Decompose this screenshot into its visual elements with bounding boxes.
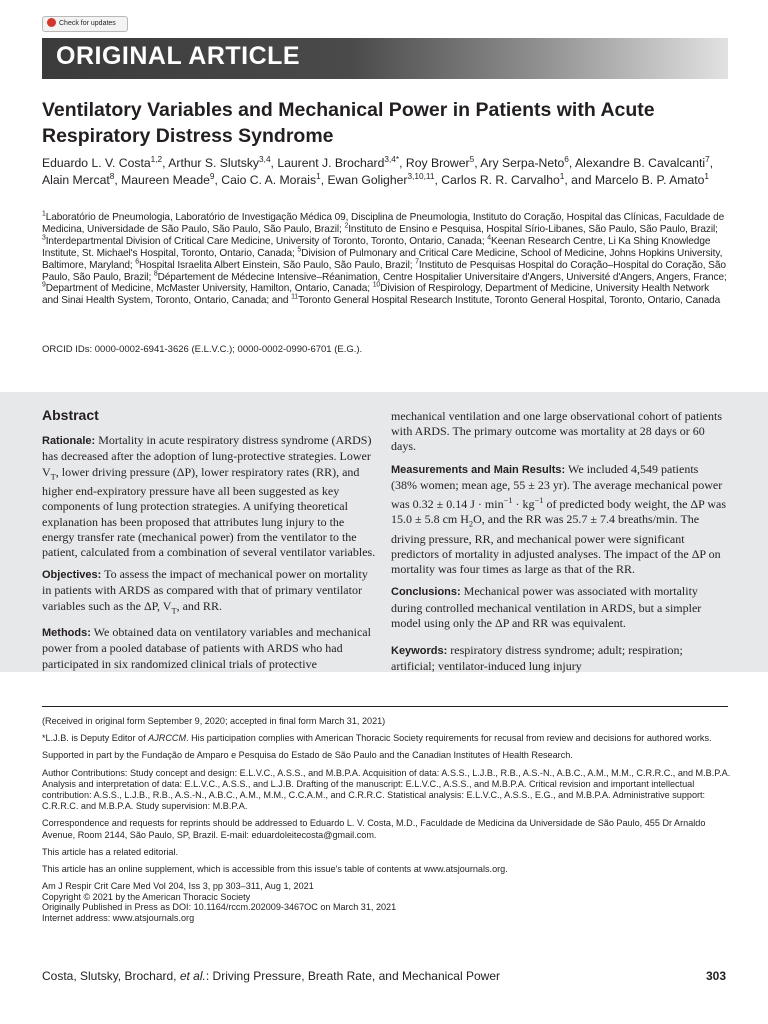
author-affiliation-marker: 5 — [469, 153, 475, 164]
conclusions-paragraph — [391, 584, 727, 631]
affiliation-number: 4 — [487, 234, 491, 242]
author-affiliation-marker: 1 — [559, 170, 565, 181]
received-note: (Received in original form September 9, 2020; accepted in final form March 31, 2021) — [42, 716, 386, 726]
methods-text: We obtained data on ventilatory variables and mechanical power from a pooled database of patients with ARDS who had participated in six randomized clinical trials of protective — [42, 625, 371, 671]
rationale-label: Rationale: — [42, 435, 96, 448]
article-type-banner — [42, 38, 728, 79]
objectives-text: To assess the impact of mechanical power on mortality in patients with ARDS as compared with that of primary ventilator variables such as the ΔP, V — [42, 567, 368, 613]
author-name: Ary Serpa-Neto — [480, 156, 565, 170]
affiliation-text: Département de Médecine Intensive–Réanimation, Centre Hospitalier Universitaire d'Angers, Université d'Angers, Angers, France; — [157, 271, 727, 283]
conclusions-label: Conclusions: — [391, 586, 461, 599]
author-name: Caio C. A. Morais — [221, 173, 317, 187]
rationale-text-cont: , lower driving pressure (ΔP), lower respiratory rates (RR), and higher end-expiratory pressure have all been suggested as key components of lung protection strategies. A unifying theoretical explanation has been proposed that attributes lung injury to the energy transfer rate (mechanical power) from the ventilator to the patient, calculated from a combination of several ventilator variables. — [42, 464, 376, 560]
author-name: Eduardo L. V. Costa — [42, 156, 151, 170]
author-name: Laurent J. Brochard — [277, 156, 385, 170]
author-name: Carlos R. R. Carvalho — [441, 173, 560, 187]
rationale-text: Mortality in acute respiratory distress syndrome (ARDS) has decreased after the adoption of lung-protective strategies. Lower V — [42, 433, 372, 479]
keywords-label: Keywords: — [391, 645, 448, 658]
author-separator: , — [568, 156, 576, 170]
affiliation-number: 7 — [415, 258, 419, 266]
results-paragraph — [391, 462, 727, 578]
affiliation-text: Division of Pulmonary and Critical Care Medicine, School of Medicine, Johns Hopkins University, Baltimore, Maryland; — [42, 247, 723, 271]
keywords-paragraph — [391, 643, 727, 674]
check-for-updates-icon — [47, 18, 56, 27]
author-list — [42, 155, 732, 189]
author-affiliation-marker: 9 — [209, 170, 215, 181]
affiliation-text: Division of Respirology, Department of Medicine, University Health Network and Sinai Health System, Toronto, Ontario, Canada; and — [42, 283, 710, 307]
author-separator: , — [114, 173, 122, 187]
vt-subscript: T — [171, 606, 177, 616]
deputy-editor-note — [42, 733, 732, 744]
author-separator: , — [214, 173, 222, 187]
support-note: Supported in part by the Fundação de Amparo e Pesquisa do Estado de São Paulo and the Canadian Institutes of Health Research. — [42, 750, 573, 761]
running-footer-title: : Driving Pressure, Breath Rate, and Mechanical Power — [205, 969, 500, 983]
h2o-subscript: 2 — [468, 519, 474, 529]
author-separator: , — [399, 156, 406, 170]
deputy-text-cont: . His participation complies with American Thoracic Society requirements for recusal from review and decisions for authored works. — [186, 733, 712, 744]
author-affiliation-marker: 6 — [564, 153, 569, 164]
contributions-note: Author Contributions: Study concept and design: E.L.V.C., A.S.S., and M.B.P.A. Acquisition of data: A.S.S., L.J.B., R.B., A.S.-N., A.B.C., A.M., M.M., C.R.R.C., and M.B.P.A. Analysis and interpretation of data: E.L.V.C., A.S.S., and L.J.B. Drafting of the manuscript: E.L.V.C., A.S.S., and M.B.P.A. Critical revision and important intellectual contribution: A.S.S., L.J.B., R.B., A.S.-N., A.B.C., A.M., M.M., C.C.A.M., and C.R.R.C. Statistical analysis: E.L.V.C., A.S.S., E.G., and M.B.P.A. Administrative support: C.R.R.C. and M.B.P.A. Study supervision: M.B.P.A. — [42, 767, 731, 812]
affiliation-text: Hospital Israelita Albert Einstein, São Paulo, São Paulo, Brazil; — [138, 259, 416, 271]
affiliations — [42, 212, 728, 307]
results-text: We included 4,549 patients (38% women; mean age, 55 ± 23 yr). The average mechanical power was 0.32 ± 0.14 J · min — [391, 461, 723, 512]
author-separator: , — [434, 173, 442, 187]
abstract-right-column — [391, 409, 727, 681]
author-separator: , and — [564, 173, 595, 187]
results-text-d: O, and the RR was 25.7 ± 7.4 breaths/min. The driving pressure, RR, and mechanical power were significant predictors of mortality in adjusted analyses. The impact of the ΔP on mortality was four times as large as that of the RR. — [391, 512, 721, 577]
author-name: Maureen Meade — [121, 173, 210, 187]
correspondence-note: Correspondence and requests for reprints should be addressed to Eduardo L. V. Costa, M.D., Faculdade de Medicina da Universidade de São Paulo, 455 Dr Arnaldo Avenue, Room 2144, São Paulo, SP, Brazil. E-mail: eduardoleitecosta@gmail.com. — [42, 818, 706, 840]
objectives-paragraph — [42, 567, 378, 618]
author-separator: , — [474, 156, 481, 170]
internet-line: Internet address: www.atsjournals.org — [42, 913, 195, 924]
affiliation-text: Department of Medicine, McMaster University, Hamilton, Ontario, Canada; — [45, 283, 373, 295]
editorial-note: This article has a related editorial. — [42, 846, 178, 857]
results-text-c: of predicted body weight, the ΔP was 15.0 ± 5.8 cm H — [391, 497, 727, 527]
orcid-ids: ORCID IDs: 0000-0002-6941-3626 (E.L.V.C.); 0000-0002-0990-6701 (E.G.). — [42, 344, 363, 355]
check-for-updates-badge[interactable] — [42, 16, 128, 32]
methods-paragraph-cont: mechanical ventilation and one large observational cohort of patients with ARDS. The primary outcome was mortality at 28 days or 60 days. — [391, 409, 722, 454]
running-footer-authors: Costa, Slutsky, Brochard, — [42, 969, 180, 983]
affiliation-number: 8 — [153, 270, 158, 278]
affiliation-number: 9 — [42, 282, 46, 290]
rationale-paragraph — [42, 433, 378, 560]
author-affiliation-marker: 3,4* — [384, 153, 400, 164]
author-affiliation-marker: 1,2 — [150, 153, 163, 164]
doi-line: Originally Published in Press as DOI: 10.1164/rccm.202009-3467OC on March 31, 2021 — [42, 902, 397, 913]
article-type-label: ORIGINAL ARTICLE — [56, 42, 301, 70]
author-name: Roy Brower — [405, 156, 470, 170]
author-affiliation-marker: 3,4 — [259, 153, 271, 164]
author-name: Arthur S. Slutsky — [168, 156, 260, 170]
copyright-line: Copyright © 2021 by the American Thoracic Society — [42, 891, 251, 902]
author-affiliation-marker: 1 — [704, 170, 710, 181]
objectives-text-cont: , and RR. — [176, 598, 222, 613]
affiliation-number: 6 — [135, 258, 139, 266]
author-separator: , — [709, 156, 714, 170]
author-separator: , — [320, 173, 328, 187]
author-name: Marcelo B. P. Amato — [594, 173, 705, 187]
article-title: Ventilatory Variables and Mechanical Power in Patients with Acute Respiratory Distress Syndrome — [42, 99, 655, 147]
footnote-divider — [42, 706, 728, 707]
check-for-updates-label: Check for updates — [59, 20, 116, 27]
page-number: 303 — [705, 969, 726, 983]
vt-subscript: T — [50, 472, 56, 481]
affiliation-text: Interdepartmental Division of Critical Care Medicine, University of Toronto, Toronto, Ontario, Canada; — [45, 235, 488, 247]
author-name: Alexandre B. Cavalcanti — [575, 156, 706, 170]
author-affiliation-marker: 1 — [316, 170, 321, 181]
affiliation-number: 11 — [291, 293, 298, 301]
affiliation-number: 1 — [42, 210, 46, 218]
objectives-label: Objectives: — [42, 569, 102, 582]
affiliation-number: 5 — [297, 246, 302, 254]
running-footer-etal: et al. — [179, 969, 206, 983]
citation-line: Am J Respir Crit Care Med Vol 204, Iss 3, pp 303–311, Aug 1, 2021 — [42, 881, 314, 892]
article-footnotes — [42, 716, 732, 924]
author-name: Ewan Goligher — [327, 173, 408, 187]
author-affiliation-marker: 8 — [109, 170, 115, 181]
conclusions-text: Mechanical power was associated with mortality during controlled mechanical ventilation in ARDS, but a simpler model using only the ΔP and RR was equivalent. — [391, 584, 702, 630]
author-name: Alain Mercat — [42, 173, 110, 187]
author-affiliation-marker: 7 — [705, 153, 710, 164]
keywords-text: respiratory distress syndrome; adult; respiration; artificial; ventilator-induced lung injury — [391, 643, 683, 674]
affiliation-number: 10 — [372, 282, 381, 290]
methods-paragraph — [42, 625, 378, 672]
affiliation-text: Laboratório de Pneumologia, Laboratório de Investigação Médica 09, Disciplina de Pneumologia, Instituto do Coração, Hospital das Clínicas, Faculdade de Medicina, Universidade de São Paulo, São Paulo, São Paulo, Brazil; — [42, 212, 725, 235]
affiliation-number: 3 — [42, 234, 46, 242]
supplement-note: This article has an online supplement, which is accessible from this issue's table of contents at www.atsjournals.org. — [42, 864, 508, 875]
running-footer — [42, 969, 500, 983]
deputy-text: *L.J.B. is Deputy Editor of — [42, 733, 149, 744]
methods-label: Methods: — [42, 627, 91, 640]
journal-abbrev: AJRCCM — [148, 733, 187, 744]
affiliation-number: 2 — [344, 222, 349, 230]
affiliation-text: Instituto de Pesquisas Hospital do Coração–Hospital do Coração, São Paulo, São Paulo, Brazil; — [42, 259, 726, 283]
abstract-left-column — [42, 404, 378, 679]
affiliation-text: Instituto de Ensino e Pesquisa, Hospital Sírio-Libanes, São Paulo, São Paulo, Brazil; — [348, 223, 718, 235]
results-label: Measurements and Main Results: — [391, 463, 566, 476]
affiliation-text: Toronto General Hospital Research Institute, Toronto General Hospital, Toronto, Ontario, Canada — [297, 295, 721, 307]
abstract-heading: Abstract — [42, 407, 99, 423]
affiliation-text: Keenan Research Centre, Li Ka Shing Knowledge Institute, St. Michael's Hospital, Toronto, Ontario, Canada; — [42, 235, 711, 259]
author-separator: , — [270, 156, 278, 170]
author-separator: , — [162, 156, 169, 170]
results-superscript: −1 — [503, 496, 513, 506]
results-text-b: · kg — [512, 497, 535, 512]
author-affiliation-marker: 3,10,11 — [407, 170, 435, 181]
results-superscript: −1 — [534, 496, 544, 506]
